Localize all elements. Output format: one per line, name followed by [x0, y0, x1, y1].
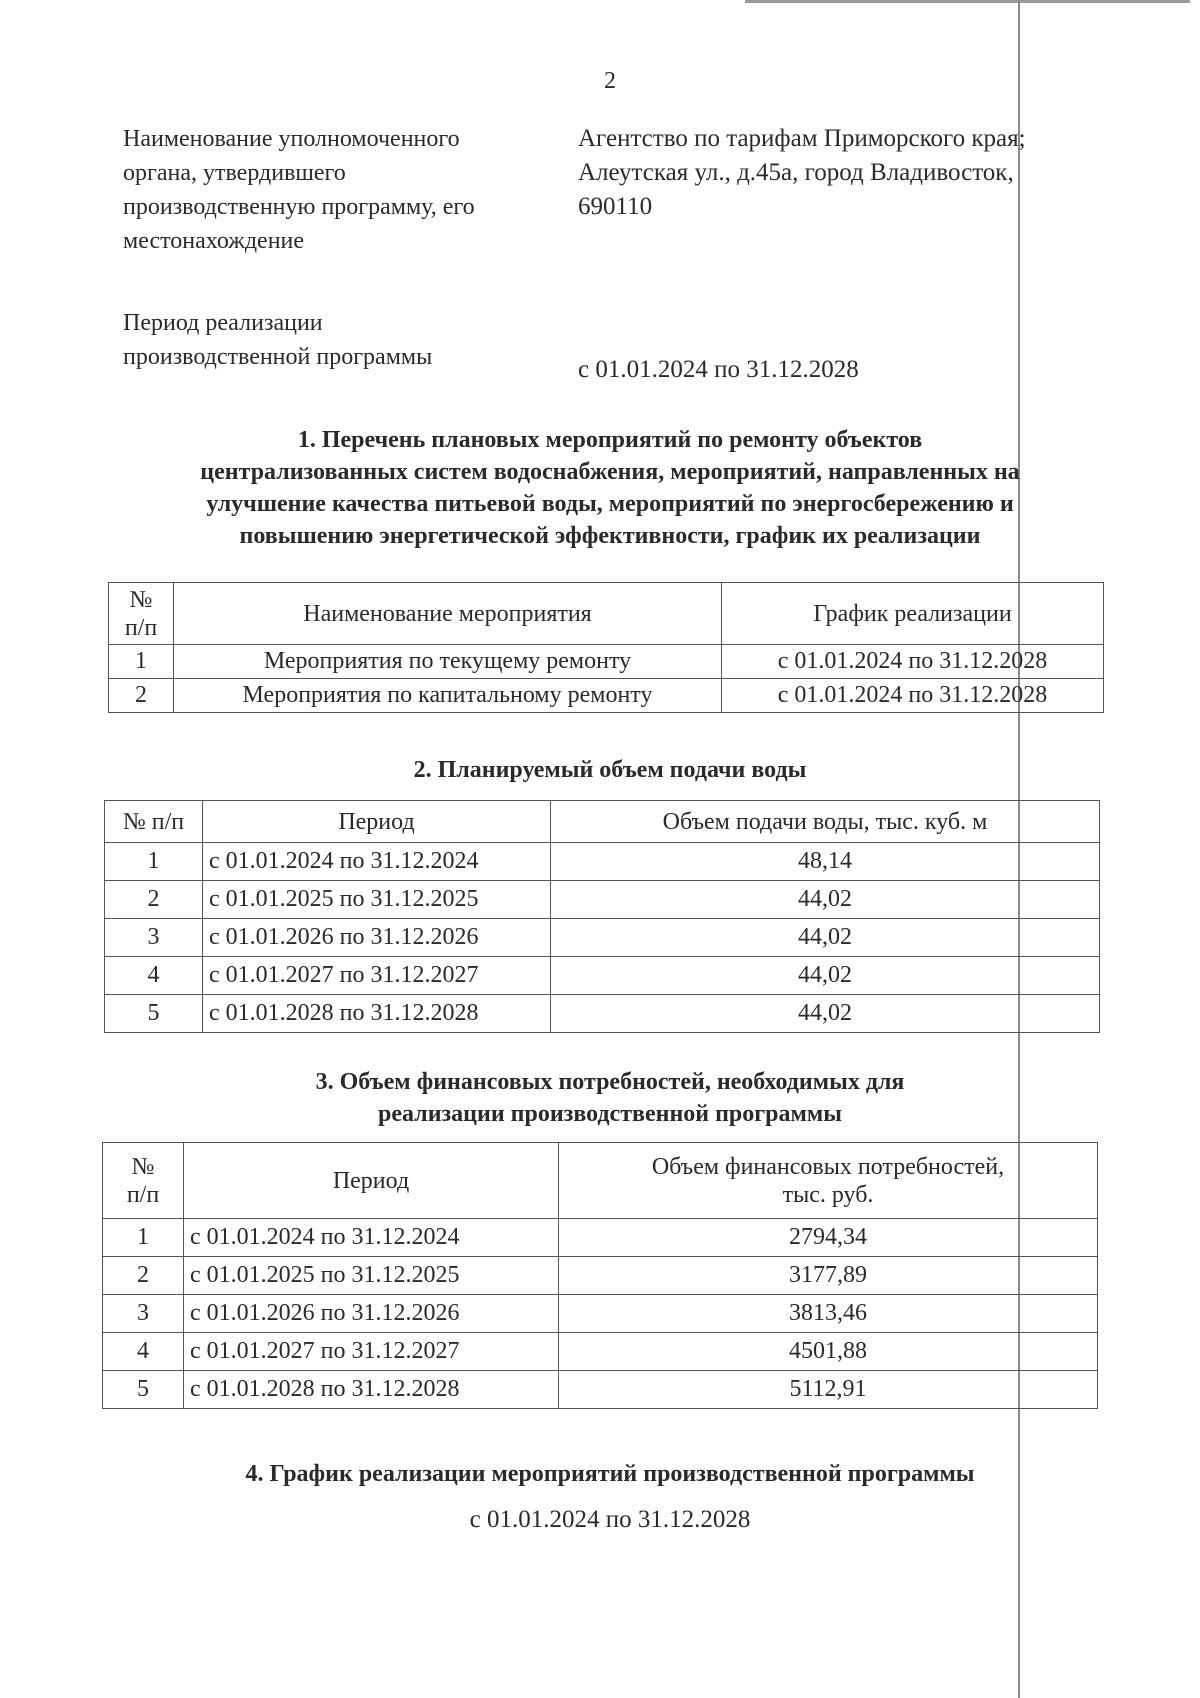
table-row — [103, 1219, 1098, 1257]
row-number: 5 — [105, 995, 203, 1033]
header-text: Объем финансовых потребностей, — [651, 1153, 1005, 1180]
volume-cell: 44,02 — [551, 995, 1100, 1033]
period-cell: с 01.01.2025 по 31.12.2025 — [203, 881, 551, 919]
col-finance-header — [559, 1143, 1098, 1219]
table-row — [103, 1257, 1098, 1295]
section3-title — [110, 1066, 1110, 1130]
page-number: 2 — [604, 68, 616, 94]
measures-table — [108, 582, 1104, 713]
row-number: 3 — [103, 1295, 184, 1333]
col-name-header: Наименование мероприятия — [174, 583, 722, 645]
authority-label-line: производственную программу, его — [123, 194, 475, 220]
finance-cell: 3813,46 — [559, 1295, 1098, 1333]
measure-name: Мероприятия по капитальному ремонту — [174, 679, 722, 713]
header-text: п/п — [124, 614, 158, 641]
authority-label-line: органа, утвердившего — [123, 160, 346, 186]
period-cell: с 01.01.2027 по 31.12.2027 — [203, 957, 551, 995]
period-cell: с 01.01.2026 по 31.12.2026 — [203, 919, 551, 957]
finance-cell: 3177,89 — [559, 1257, 1098, 1295]
volume-cell: 44,02 — [551, 919, 1100, 957]
finance-cell: 5112,91 — [559, 1371, 1098, 1409]
measure-schedule: с 01.01.2024 по 31.12.2028 — [722, 645, 1104, 679]
row-number: 2 — [103, 1257, 184, 1295]
water-volume-table — [104, 800, 1100, 1033]
table-header-row — [103, 1143, 1098, 1219]
table-row — [105, 843, 1100, 881]
authority-value-line: Агентство по тарифам Приморского края; — [578, 125, 1026, 152]
table-header-row — [109, 583, 1104, 645]
authority-value-line: Алеутская ул., д.45а, город Владивосток, — [578, 159, 1014, 186]
measure-name: Мероприятия по текущему ремонту — [174, 645, 722, 679]
row-number: 1 — [103, 1219, 184, 1257]
row-number: 4 — [105, 957, 203, 995]
period-cell: с 01.01.2024 по 31.12.2024 — [184, 1219, 559, 1257]
section4-period: с 01.01.2024 по 31.12.2028 — [469, 1506, 751, 1533]
authority-value — [578, 122, 1098, 224]
period-cell: с 01.01.2028 по 31.12.2028 — [184, 1371, 559, 1409]
financial-needs-table — [102, 1142, 1098, 1409]
section1-title-line: повышению энергетической эффективности, график их реализации — [239, 523, 981, 549]
header-text: № — [131, 1153, 155, 1180]
row-number: 1 — [109, 645, 174, 679]
row-number: 5 — [103, 1371, 184, 1409]
authority-value-line: 690110 — [578, 193, 653, 220]
period-cell: с 01.01.2024 по 31.12.2024 — [203, 843, 551, 881]
authority-label — [123, 122, 563, 258]
row-number: 4 — [103, 1333, 184, 1371]
period-label-line: Период реализации — [123, 310, 323, 336]
finance-cell: 4501,88 — [559, 1333, 1098, 1371]
section3-title-line: 3. Объем финансовых потребностей, необходимых для — [315, 1069, 905, 1095]
finance-cell: 2794,34 — [559, 1219, 1098, 1257]
period-label — [123, 306, 563, 374]
col-number-header: № п/п — [105, 801, 203, 843]
section2-title: 2. Планируемый объем подачи воды — [413, 757, 807, 783]
period-cell: с 01.01.2028 по 31.12.2028 — [203, 995, 551, 1033]
authority-label-line: местонахождение — [123, 228, 305, 254]
col-period-header: Период — [184, 1143, 559, 1219]
volume-cell: 44,02 — [551, 957, 1100, 995]
col-schedule-header: График реализации — [722, 583, 1104, 645]
section1-title-line: централизованных систем водоснабжения, мероприятий, направленных на — [200, 459, 1020, 485]
period-cell: с 01.01.2026 по 31.12.2026 — [184, 1295, 559, 1333]
col-number-header — [109, 583, 174, 645]
header-text: тыс. руб. — [782, 1181, 874, 1208]
period-cell: с 01.01.2027 по 31.12.2027 — [184, 1333, 559, 1371]
section3-title-line: реализации производственной программы — [378, 1101, 842, 1127]
authority-label-line: Наименование уполномоченного — [123, 126, 460, 152]
header-text: № — [129, 586, 153, 613]
table-row — [103, 1371, 1098, 1409]
volume-cell: 44,02 — [551, 881, 1100, 919]
table-row — [103, 1333, 1098, 1371]
section1-title-line: 1. Перечень плановых мероприятий по ремонту объектов — [297, 427, 923, 453]
table-row — [103, 1295, 1098, 1333]
volume-cell: 48,14 — [551, 843, 1100, 881]
table-row — [105, 881, 1100, 919]
row-number: 1 — [105, 843, 203, 881]
table-row — [109, 645, 1104, 679]
section1-title-line: улучшение качества питьевой воды, мероприятий по энергосбережению и — [206, 491, 1014, 517]
measure-schedule: с 01.01.2024 по 31.12.2028 — [722, 679, 1104, 713]
col-period-header: Период — [203, 801, 551, 843]
scan-top-edge — [745, 0, 1190, 3]
period-value: с 01.01.2024 по 31.12.2028 — [578, 356, 859, 383]
table-row — [105, 995, 1100, 1033]
table-row — [105, 919, 1100, 957]
row-number: 2 — [105, 881, 203, 919]
table-header-row — [105, 801, 1100, 843]
col-volume-header: Объем подачи воды, тыс. куб. м — [551, 801, 1100, 843]
period-cell: с 01.01.2025 по 31.12.2025 — [184, 1257, 559, 1295]
header-text: п/п — [126, 1181, 160, 1208]
table-row — [105, 957, 1100, 995]
period-label-line: производственной программы — [123, 344, 433, 370]
section4-title: 4. График реализации мероприятий производственной программы — [245, 1461, 975, 1487]
table-row — [109, 679, 1104, 713]
row-number: 2 — [109, 679, 174, 713]
row-number: 3 — [105, 919, 203, 957]
col-number-header — [103, 1143, 184, 1219]
section1-title — [110, 424, 1110, 552]
